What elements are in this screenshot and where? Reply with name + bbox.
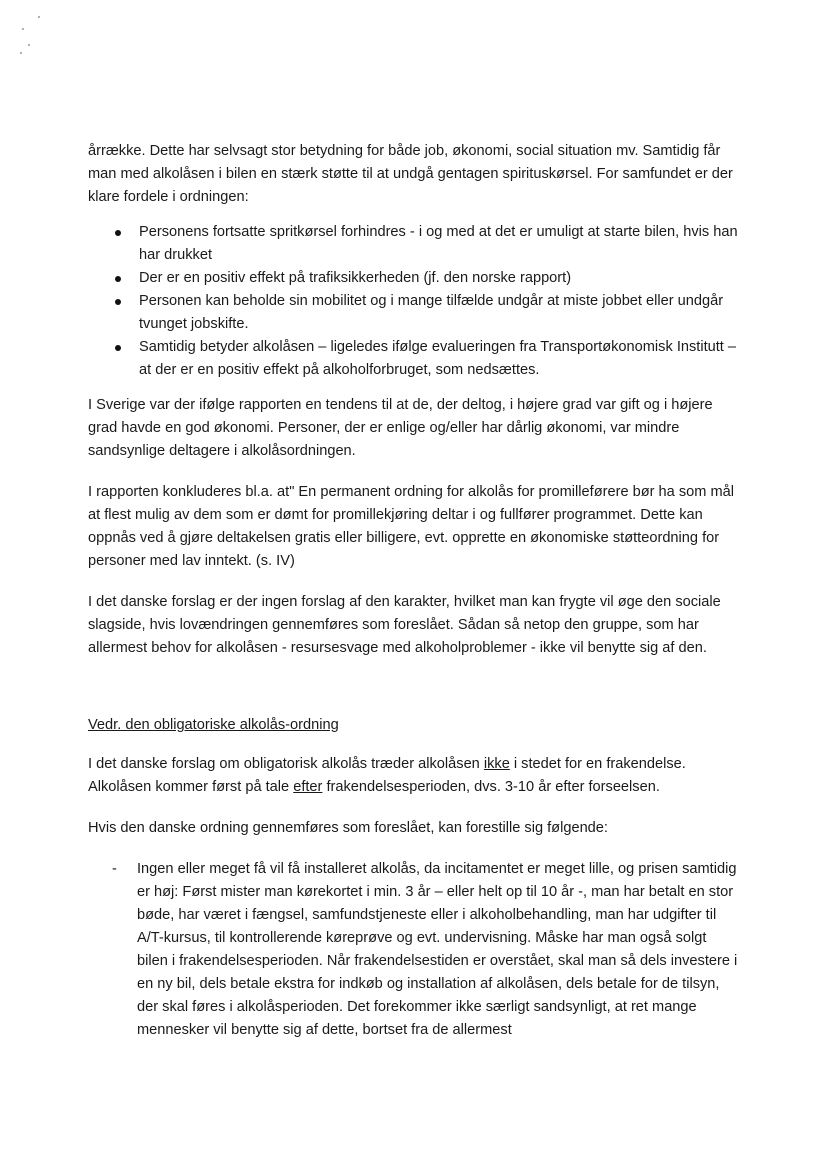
scenario-text: Ingen eller meget få vil få installeret alkolås, da incitamentet er meget lille, og prisen samtidig er høj: Først mister man kørekortet i min. 3 år – eller helt op til 10 år -, man har betalt en stor bøde, har været i fængsel, samfundstjeneste eller i alkoholbehandling, man har udgifter til A/T-kursus, til kontrollerende køreprøve og evt. undervisning. Måske har man også solgt bilen i frakendelsesperioden. Når frakendelsestiden er overstået, skal man så dels investere i en ny bil, dels betale ekstra for indkøb og installation af alkolåsen, dels betale for de tilsyn, der skal føres i alkolåsperioden. Det forekommer ikke særligt sandsynligt, at ret mange mennesker vil benytte sig af dette, bortset fra de allermest <box>137 861 738 1038</box>
bullet-icon <box>115 299 121 305</box>
mandatory-text-part: I det danske forslag om obligatorisk alkolås træder alkolåsen <box>88 756 484 772</box>
bullet-icon <box>115 276 121 282</box>
advantage-item <box>88 221 738 267</box>
scenario-intro: Hvis den danske ordning gennemføres som foreslået, kan forestille sig følgende: <box>88 820 608 836</box>
emphasis-ikke: ikke <box>483 756 510 772</box>
bullet-icon <box>115 230 121 236</box>
advantage-text: Personen kan beholde sin mobilitet og i mange tilfælde undgår at miste jobbet eller undgår tvunget jobskifte. <box>139 293 724 332</box>
scan-speck <box>38 16 40 18</box>
scan-speck <box>20 52 22 54</box>
section-heading: Vedr. den obligatoriske alkolås-ordning <box>88 717 339 733</box>
advantage-item <box>88 267 738 290</box>
scan-specks <box>14 14 44 64</box>
sweden-paragraph: I Sverige var der ifølge rapporten en tendens til at de, der deltog, i højere grad var gift og i højere grad havde en god økonomi. Personer, der er enlige og/eller har dårlig økonomi, var mindre sandsynlige deltagere i alkolåsordningen. <box>88 397 713 459</box>
advantage-text: Der er en positiv effekt på trafiksikkerheden (jf. den norske rapport) <box>139 270 572 286</box>
advantages-list <box>88 221 738 382</box>
dash-marker: - <box>112 861 117 877</box>
advantage-item <box>88 336 738 382</box>
bullet-icon <box>115 345 121 351</box>
emphasis-efter: efter <box>293 779 323 795</box>
scenario-list <box>88 858 738 1042</box>
mandatory-text-part: frakendelsesperioden, dvs. 3-10 år efter forseelsen. <box>322 779 660 795</box>
scan-speck <box>22 28 24 30</box>
advantage-item <box>88 290 738 336</box>
scenario-item <box>88 858 738 1042</box>
conclusion-paragraph: I rapporten konkluderes bl.a. at" En permanent ordning for alkolås for promilleførere bør ha som mål at flest mulig av dem som er dømt for promillekjøring deltar i og fullfører programmet. Dette kan oppnås ved å gjøre deltakelsen gratis eller billigere, evt. opprette en økonomiske støtteordning for personer med lav inntekt. (s. IV) <box>88 484 734 569</box>
mandatory-paragraph <box>88 753 738 799</box>
intro-paragraph: årrække. Dette har selvsagt stor betydning for både job, økonomi, social situation mv. Samtidig får man med alkolåsen i bilen en stærk støtte til at undgå gentagen spirituskørsel. For samfundet er der klare fordele i ordningen: <box>88 143 733 205</box>
scan-speck <box>28 44 30 46</box>
document-body <box>88 140 738 1042</box>
section-spacer <box>88 678 738 714</box>
advantage-text: Personens fortsatte spritkørsel forhindres - i og med at det er umuligt at starte bilen, hvis han har drukket <box>139 224 738 263</box>
advantage-text: Samtidig betyder alkolåsen – ligeledes ifølge evalueringen fra Transportøkonomisk Institutt – at der er en positiv effekt på alkoholforbruget, som nedsættes. <box>139 339 737 378</box>
mandatory-text-part: i stedet for en frakendelse. Alkolåsen kommer først på tale <box>88 756 686 795</box>
danish-proposal-paragraph: I det danske forslag er der ingen forslag af den karakter, hvilket man kan frygte vil øge den sociale slagside, hvis lovændringen gennemføres som foreslået. Sådan så netop den gruppe, som har allermest behov for alkolåsen - resursesvage med alkoholproblemer - ikke vil benytte sig af den. <box>88 594 721 656</box>
